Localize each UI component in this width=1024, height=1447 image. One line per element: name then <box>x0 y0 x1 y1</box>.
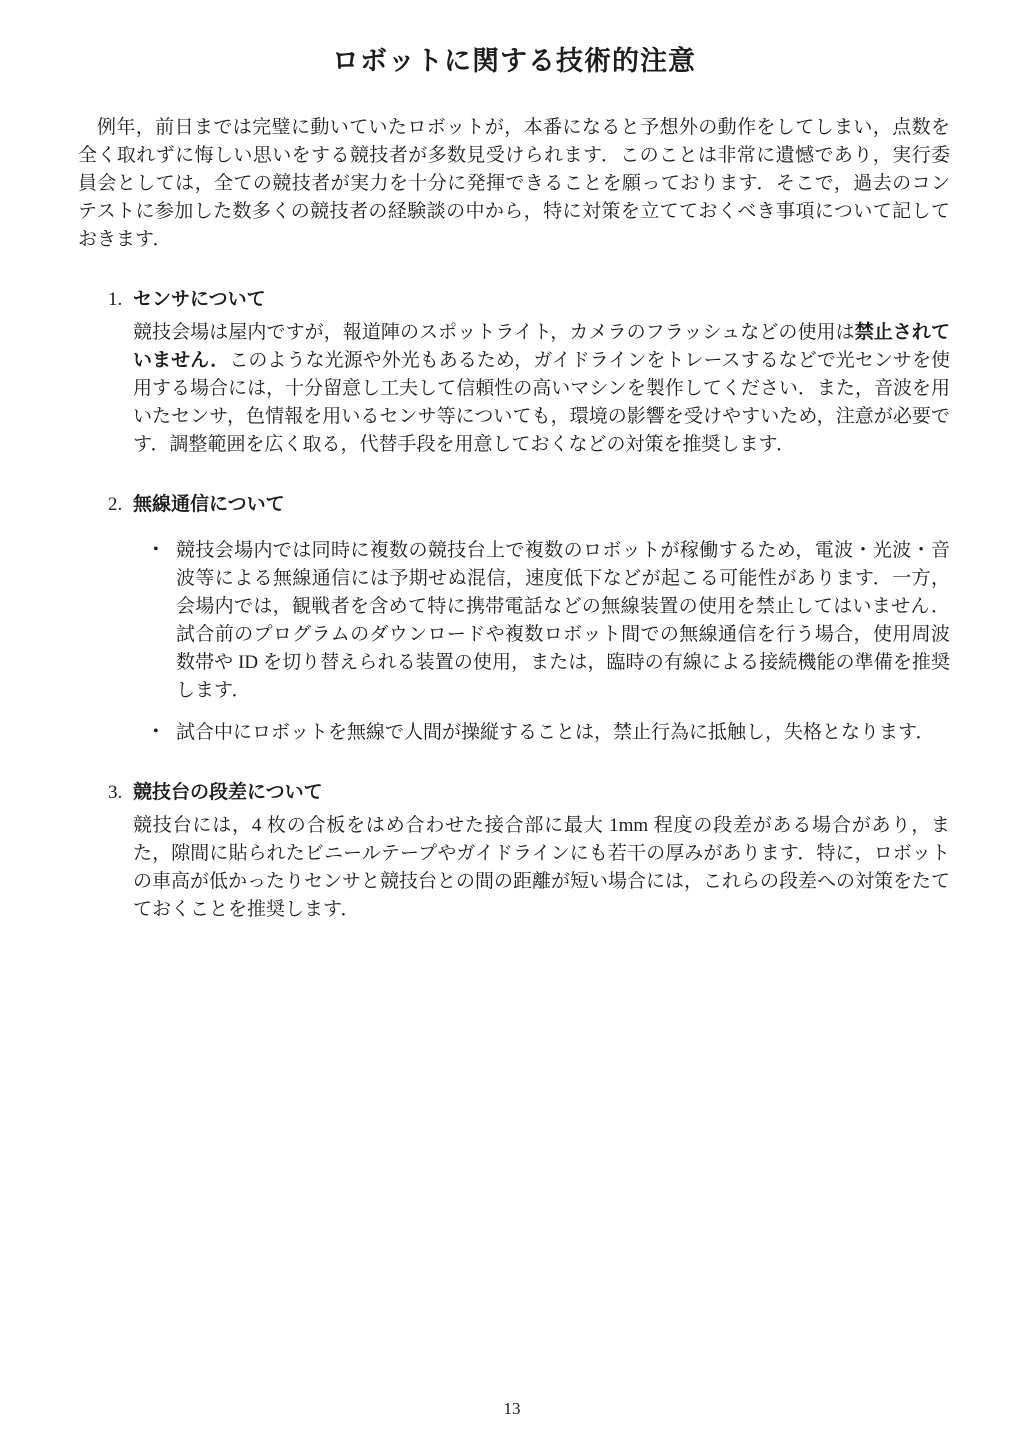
item-body-sensors <box>133 319 950 459</box>
item-body-platform-steps: 競技台には，4 枚の合板をはめ合わせた接合部に最大 1mm 程度の段差がある場合があり，また，隙間に貼られたビニールテープやガイドラインにも若干の厚みがあります．特に，ロボットの車高が低かったりセンサと競技台との間の距離が短い場合には，これらの段差への対策をたてておくことを推奨します． <box>133 815 951 920</box>
item-body-bold-text: 禁止されていません． <box>133 322 950 371</box>
item-number: 1. <box>108 289 123 310</box>
item-body-text: 競技会場は屋内ですが，報道陣のスポットライト，カメラのフラッシュなどの使用は <box>133 322 855 343</box>
bullet-item <box>133 719 950 747</box>
list-item-sensors <box>78 286 950 459</box>
document-content <box>0 44 1024 924</box>
bullet-text: 競技会場内では同時に複数の競技台上で複数のロボットが稼働するため，電波・光波・音波等による無線通信には予期せぬ混信，速度低下などが起こる可能性があります．一方，会場内では，観戦者を含めて特に携帯電話などの無線装置の使用を禁止してはいません．試合前のプログラムのダウンロードや複数ロボット間での無線通信を行う場合，使用周波数帯や ID を切り替えられる装置の使用，または，臨時の有線による接続機能の準備を推奨します． <box>176 540 950 701</box>
bullet-icon: • <box>153 723 159 740</box>
list-item-wireless <box>78 491 950 747</box>
item-body-wireless <box>133 537 950 747</box>
item-heading-platform-steps: 競技台の段差について <box>133 782 323 803</box>
page-title: ロボットに関する技術的注意 <box>332 46 696 76</box>
item-number: 2. <box>108 494 123 515</box>
item-heading-wireless: 無線通信について <box>133 494 285 515</box>
list-item-platform-steps <box>78 779 950 924</box>
item-heading-sensors: センサについて <box>133 289 266 310</box>
bullet-text: 試合中にロボットを無線で人間が操縦することは，禁止行為に抵触し，失格となります． <box>176 722 935 743</box>
bullet-item <box>133 537 950 705</box>
item-body-text: このような光源や外光もあるため，ガイドラインをトレースするなどで光センサを使用する場合には，十分留意し工夫して信頼性の高いマシンを製作してください．また，音波を用いたセンサ，色情報を用いるセンサ等についても，環境の影響を受けやすいため，注意が必要です．調整範囲を広く取る，代替手段を用意しておくなどの対策を推奨します． <box>133 350 950 455</box>
bullet-icon: • <box>153 541 159 558</box>
item-number: 3. <box>108 782 123 803</box>
intro-paragraph: 例年，前日までは完璧に動いていたロボットが，本番になると予想外の動作をしてしまい，点数を全く取れずに悔しい思いをする競技者が多数見受けられます．このことは非常に遺憾であり，実行委員会としては，全ての競技者が実力を十分に発揮できることを願っております．そこで，過去のコンテストに参加した数多くの競技者の経験談の中から，特に対策を立てておくべき事項について記しておきます． <box>78 117 950 250</box>
page-number: 13 <box>503 1399 521 1418</box>
